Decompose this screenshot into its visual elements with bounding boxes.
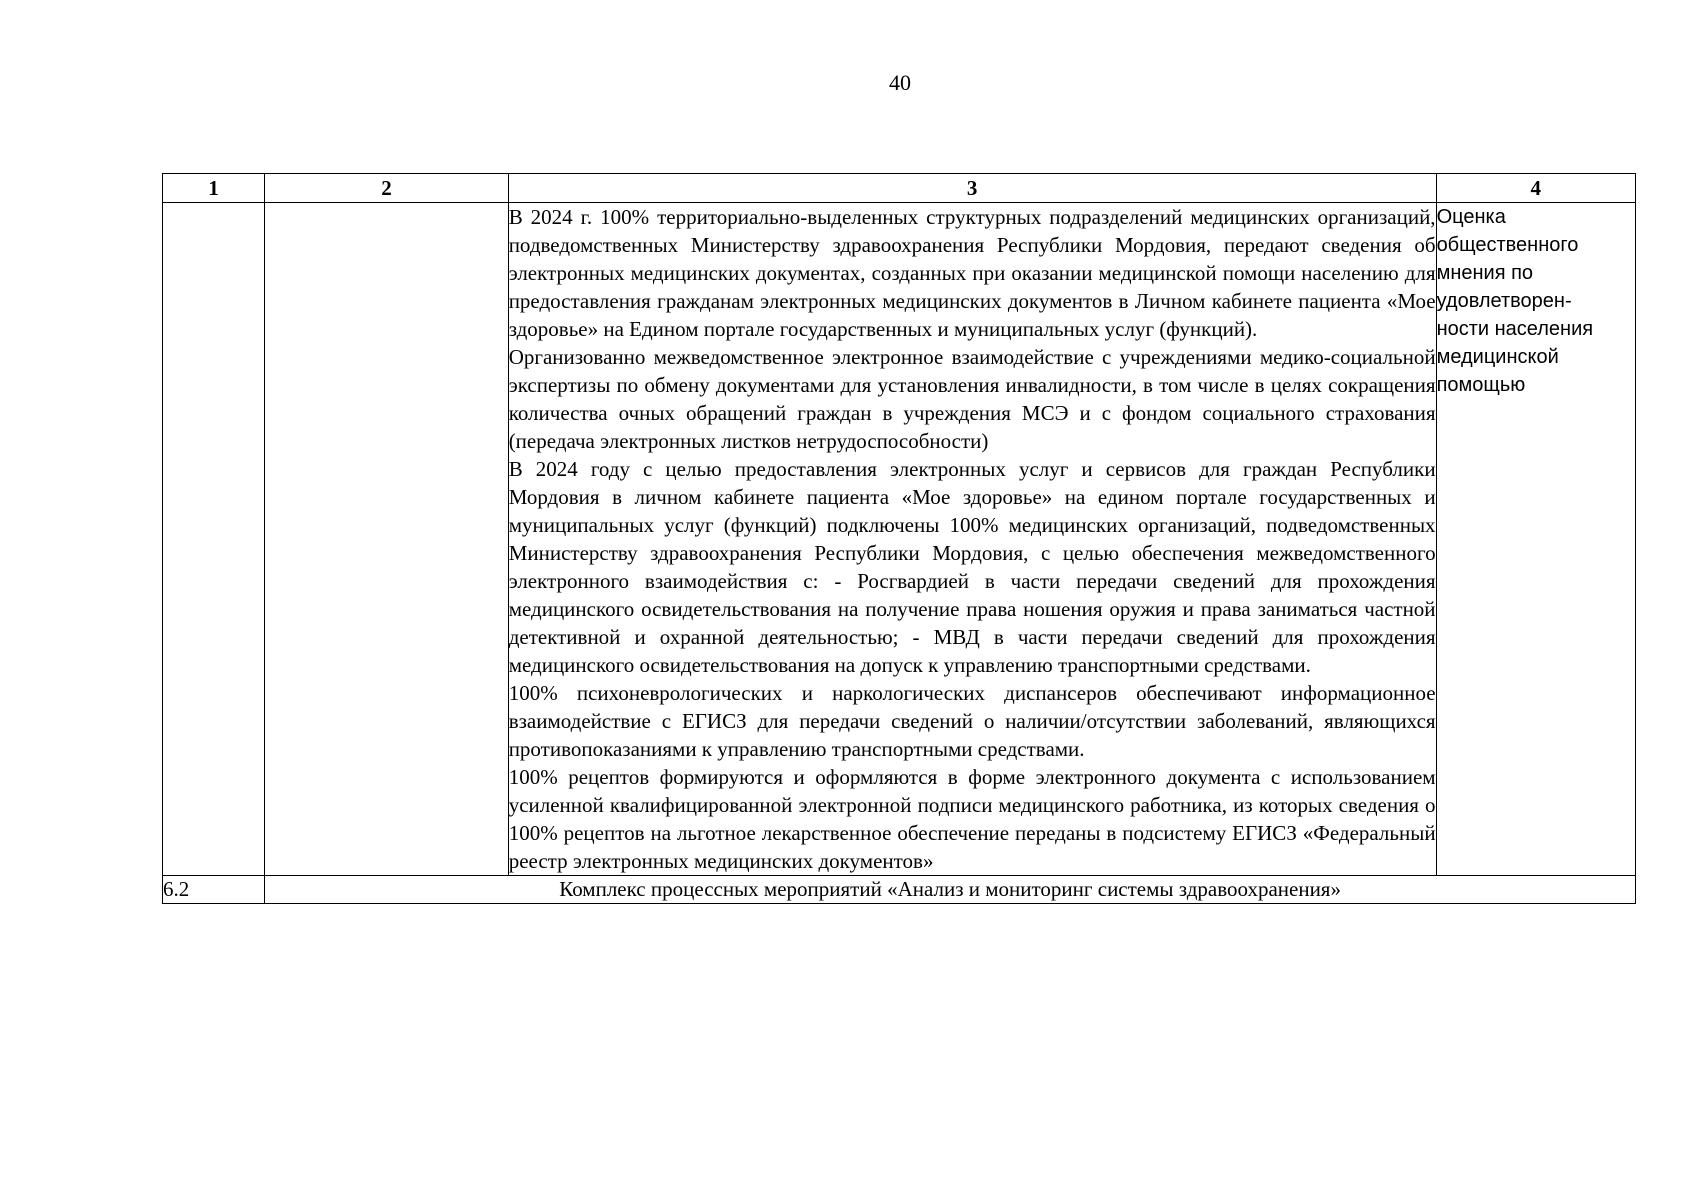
section-row — [163, 876, 1636, 904]
description-paragraph: В 2024 году с целью предоставления электронных услуг и сервисов для граждан Республики Мордовия в личном кабинете пациента «Мое здоровье» на едином портале государственных и муниципальных услуг (функций) подключены 100% медицинских организаций, подведомственных Министерству здравоохранения Республики Мордовия, с целью обеспечения межведомственного электронного взаимодействия с: - Росгвардией в части передачи сведений для прохождения медицинского освидетельствования на получение права ношения оружия и права заниматься частной детективной и охранной деятельностью; - МВД в части передачи сведений для прохождения медицинского освидетельствования на допуск к управлению транспортными средствами. — [508, 457, 1436, 677]
description-paragraph: 100% психоневрологических и наркологических диспансеров обеспечивают информационное взаимодействие с ЕГИСЗ для передачи сведений о наличии/отсутствии заболеваний, являющихся противопоказаниями к управлению транспортными средствами. — [508, 681, 1436, 761]
column-header-3: 3 — [508, 174, 1436, 203]
section-title: Комплекс процессных мероприятий «Анализ и мониторинг системы здравоохранения» — [265, 876, 1636, 904]
result-cell — [1436, 203, 1635, 876]
description-paragraph: 100% рецептов формируются и оформляются в форме электронного документа с использованием усиленной квалифицированной электронной подписи медицинского работника, из которых сведения о 100% рецептов на льготное лекарственное обеспечение переданы в подсистему ЕГИСЗ «Федеральный реестр электронных медицинских документов» — [508, 765, 1436, 873]
row-number-cell — [163, 203, 265, 876]
result-line: общественного — [1436, 234, 1579, 256]
column-header-2: 2 — [265, 174, 508, 203]
result-line: помощью — [1436, 374, 1526, 396]
header-row — [163, 174, 1636, 203]
table-row — [163, 203, 1636, 876]
description-paragraph: Организованно межведомственное электронное взаимодействие с учреждениями медико-социальной экспертизы по обмену документами для установления инвалидности, в том числе в целях сокращения количества очных обращений граждан в учреждения МСЭ и с фондом социального страхования (передача электронных листков нетрудоспособности) — [508, 345, 1436, 453]
column-header-1: 1 — [163, 174, 265, 203]
description-cell — [508, 203, 1436, 876]
result-line: ности населения — [1436, 318, 1594, 340]
description-paragraph: В 2024 г. 100% территориально-выделенных структурных подразделений медицинских организаций, подведомственных Министерству здравоохранения Республики Мордовия, передают сведения об электронных медицинских документах, созданных при оказании медицинской помощи населению для предоставления гражданам электронных медицинских документов в Личном кабинете пациента «Мое здоровье» на Едином портале государственных и муниципальных услуг (функций). — [508, 205, 1436, 341]
section-number: 6.2 — [163, 876, 265, 904]
result-line: удовлетворен- — [1436, 290, 1572, 312]
page-number: 40 — [889, 70, 911, 95]
result-line: Оценка — [1436, 206, 1506, 228]
column-header-4: 4 — [1436, 174, 1635, 203]
activity-name-cell — [265, 203, 508, 876]
result-line: медицинской — [1436, 346, 1559, 368]
activities-table — [162, 173, 1636, 904]
result-line: мнения по — [1436, 262, 1534, 284]
